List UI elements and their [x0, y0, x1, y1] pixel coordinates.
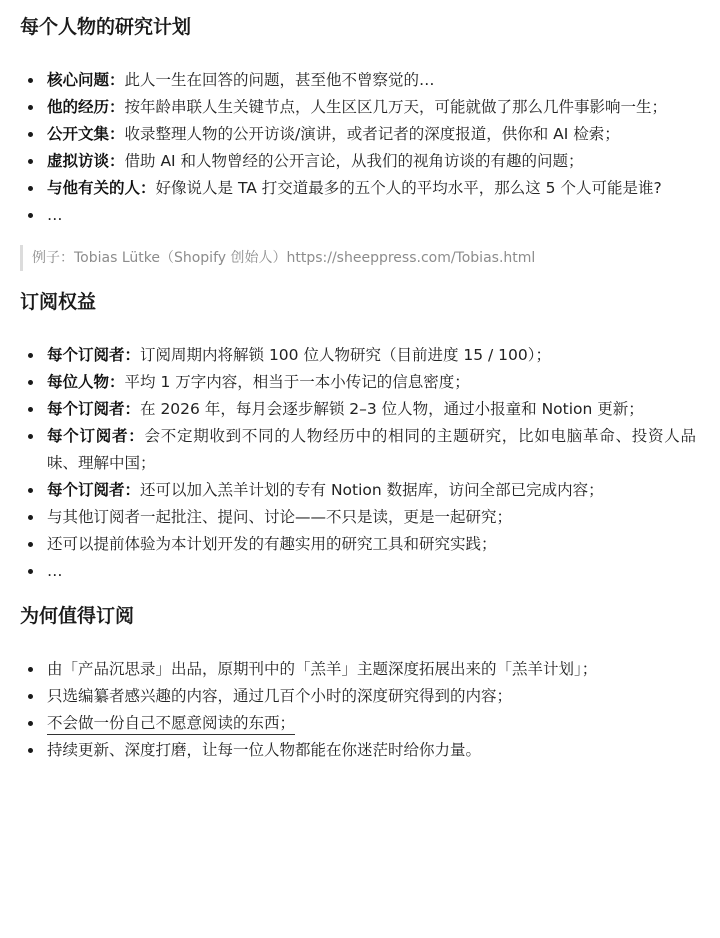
- item-key: 核心问题：: [47, 71, 125, 89]
- item-key: 虚拟访谈：: [47, 152, 125, 170]
- section-title-research-plan: 每个人物的研究计划: [20, 16, 192, 38]
- benefits-list: [20, 342, 696, 585]
- item-text: 好像说人是 TA 打交道最多的五个人的平均水平，那么这 5 个人可能是谁?: [155, 179, 662, 197]
- item-text: 持续更新、深度打磨，让每一位人物都能在你迷茫时给你力量。: [47, 741, 482, 759]
- list-item: [20, 396, 696, 423]
- item-text: 按年龄串联人生关键节点，人生区区几万天，可能就做了那么几件事影响一生；: [124, 98, 668, 116]
- example-quote: [20, 245, 696, 271]
- why-subscribe-list: [20, 656, 696, 764]
- item-key: 每个订阅者：: [47, 427, 145, 445]
- item-text: 订阅周期内将解锁 100 位人物研究（目前进度 15 / 100）；: [140, 346, 552, 364]
- item-key: 每位人物：: [47, 373, 125, 391]
- item-text: 借助 AI 和人物曾经的公开言论，从我们的视角访谈的有趣的问题；: [124, 152, 584, 170]
- item-key: 与他有关的人：: [47, 179, 156, 197]
- list-item: [20, 175, 696, 202]
- item-key: 每个订阅者：: [47, 481, 141, 499]
- item-text: 会不定期收到不同的人物经历中的相同的主题研究，比如电脑革命、投资人品味、理解中国；: [47, 427, 696, 472]
- list-item: [20, 94, 696, 121]
- item-text: …: [47, 562, 63, 580]
- list-item: [20, 121, 696, 148]
- list-item: [20, 504, 696, 531]
- item-text: 只选编纂者感兴趣的内容，通过几百个小时的深度研究得到的内容；: [47, 687, 513, 705]
- list-item: [20, 342, 696, 369]
- list-item: [20, 558, 696, 585]
- item-text: 平均 1 万字内容，相当于一本小传记的信息密度；: [124, 373, 470, 391]
- item-text: 在 2026 年，每月会逐步解锁 2–3 位人物，通过小报童和 Notion 更新；: [140, 400, 644, 418]
- section-title-why-subscribe: 为何值得订阅: [20, 605, 135, 627]
- item-text: 此人一生在回答的问题，甚至他不曾察觉的…: [124, 71, 435, 89]
- item-key: 每个订阅者：: [47, 346, 141, 364]
- example-link-text[interactable]: 例子：Tobias Lütke（Shopify 创始人）https://sheeppress.com/Tobias.html: [32, 250, 536, 266]
- list-item: [20, 202, 696, 229]
- item-text: 与其他订阅者一起批注、提问、讨论——不只是读，更是一起研究；: [47, 508, 513, 526]
- list-item: [20, 369, 696, 396]
- list-item: [20, 531, 696, 558]
- list-item: [20, 477, 696, 504]
- list-item: [20, 656, 696, 683]
- item-key: 每个订阅者：: [47, 400, 141, 418]
- list-item: [20, 148, 696, 175]
- research-plan-list: [20, 67, 696, 229]
- list-item: [20, 423, 696, 477]
- item-key: 他的经历：: [47, 98, 125, 116]
- item-text-underlined: 不会做一份自己不愿意阅读的东西；: [47, 714, 295, 735]
- item-text: 由「产品沉思录」出品，原期刊中的「羔羊」主题深度拓展出来的「羔羊计划」；: [47, 660, 598, 678]
- list-item: [20, 67, 696, 94]
- item-text: 收录整理人物的公开访谈/演讲，或者记者的深度报道，供你和 AI 检索；: [124, 125, 620, 143]
- document-page: [0, 14, 720, 764]
- item-text: 还可以提前体验为本计划开发的有趣实用的研究工具和研究实践；: [47, 535, 497, 553]
- section-title-subscription-benefits: 订阅权益: [20, 291, 97, 313]
- list-item: [20, 710, 696, 737]
- item-text: 还可以加入羔羊计划的专有 Notion 数据库，访问全部已完成内容；: [140, 481, 604, 499]
- list-item: [20, 737, 696, 764]
- list-item: [20, 683, 696, 710]
- item-text: …: [47, 206, 63, 224]
- item-key: 公开文集：: [47, 125, 125, 143]
